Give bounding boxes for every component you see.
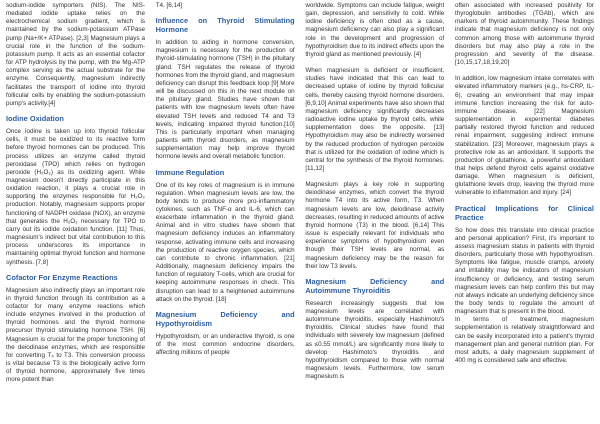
- body-paragraph: So how does this translate into clinical practice and personal application? First, it's important to assess magnesium status in patients with thyroid disorders, particularly those with hypothyroidism. Symptoms like fatigue, muscle cramps, anxiety and irritability may be indicators of magnesium insufficiency or deficiency, and testing serum magnesium levels can help confirm this but may not always indicate an underlying deficiency since the body tends to regulate the amount of magnesium that is present in the blood.: [454, 226, 594, 316]
- column-3: [305, 2, 444, 424]
- section-heading: Practical Implications for Clinical Practice: [454, 203, 594, 222]
- body-paragraph: Magnesium also indirectly plays an important role in thyroid function through its contribution as a cofactor for many enzyme reactions which include enzymes involved in the production of thyroid hormones and the thyroid hormone precursor thyroid stimulating hormone TSH. [6] Magnesium is crucial for the proper functioning of the deiodinase enzymes, which are responsible for converting T₄ to T3. This conversion process is vital because T3 is the biologically active form of thyroid hormone, approximately five times more potent than: [6, 286, 145, 384]
- body-paragraph: In terms of treatment, magnesium supplementation is relatively straightforward and can be easily incorporated into a patient's thyroid management plan and general nutrition plan. For most adults, a daily magnesium supplement of 400 mg is considered safe and effective.: [454, 316, 594, 365]
- section-heading: Iodine Oxidation: [6, 114, 64, 124]
- body-paragraph: sodium-iodide symporters (NIS). The NIS-mediated iodide uptake relies on the electrochemical sodium gradient, which is maintained by the sodium-potassium ATPase pump (Na+/K+ ATPase). [2,3] Magnesium plays a crucial role in the function of the sodium-potassium pump. It acts as an essential cofactor for ATP hydrolysis by the pump, with the Mg-ATP complex serving as the actual substrate for the enzyme. Consequently, magnesium indirectly facilitates the transport of iodine into thyroid follicular cells by enabling the sodium-potassium pump's activity.[4]: [6, 2, 145, 107]
- body-paragraph: often associated with increased positivity for thyroglobulin antibodies (TGAb), which are markers of thyroid autoimmunity. These findings indicate that magnesium deficiency is not only common among those with autoimmune thyroid disorders but may also play a role in the progression and severity of the disease. [10,15,17,18,19,20]: [454, 2, 594, 67]
- column-2: [156, 2, 295, 424]
- section-heading: Magnesium Deficiency and Autoimmune Thyroiditis: [305, 276, 445, 295]
- section-heading: Influence on Thyroid Stimulating Hormone: [155, 16, 295, 35]
- body-paragraph: One of its key roles of magnesium is in immune regulation. When magnesium levels are low, the body tends to produce more pro-inflammatory cytokines, such as TNF-α and IL-6, which can exacerbate inflammation in the thyroid gland. Animal and in vitro studies have shown that magnesium deficiency induces an inflammatory response, activating immune cells and increasing the production of reactive oxygen species, which can contribute to chronic inflammation. [21] Additionally, magnesium deficiency impairs the function of regulatory T-cells, which are crucial for keeping autoimmune responses in check. This disruption can lead to a heightened autoimmune attack on the thyroid. [18]: [155, 181, 295, 303]
- body-paragraph: Research increasingly suggests that low magnesium levels are correlated with autoimmune thyroiditis, especially Hashimoto's thyroiditis. Clinical studies have found that individuals with severely low magnesium (defined as ≤0.55 mmol/L) are significantly more likely to develop Hashimoto's thyroiditis and hypothyroidism compared to those with normal magnesium levels. Furthermore, low serum magnesium is: [305, 299, 445, 381]
- section-heading: Magnesium Deficiency and Hypothyroidism: [155, 309, 295, 328]
- column-1: [6, 2, 145, 424]
- section-heading: Immune Regulation: [155, 167, 225, 177]
- body-paragraph: In addition to aiding in hormone conversion, magnesium is necessary for the production of thyroid-stimulating hormone (TSH) in the pituitary gland. TSH regulates the release of thyroid hormones from the thyroid gland, and magnesium deficiency can disrupt this feedback loop [9] More will be discussed on this in the next module on the pituitary gland. Studies have shown that patients with low magnesium levels often have elevated TSH levels and reduced T4 and T3 levels, indicating impaired thyroid function.[10] This is particularly important when managing patients with thyroid disorders, as magnesium supplementation may help improve thyroid hormone levels and overall metabolic function.: [155, 39, 295, 161]
- paragraph-gap: [305, 59, 444, 67]
- body-paragraph: Hypothyroidism, or an underactive thyroid, is one of the most common endocrine disorders, affecting millions of people: [155, 332, 295, 357]
- body-paragraph: T4. [6,14]: [155, 2, 183, 9]
- paragraph-gap: [305, 173, 444, 181]
- body-paragraph: worldwide. Symptoms can include fatigue, weight gain, depression, and sensitivity to cold. While iodine deficiency is often cited as a cause, magnesium deficiency can also play a significant role in the development and progression of hypothyroidism due to its indirect effects upon the thyroid gland as mentioned previously. [4]: [305, 2, 445, 58]
- body-paragraph: Magnesium plays a key role in supporting deiodinase enzymes, which convert the thyroid hormone T4 into its active form, T3. When magnesium levels are low, deiodinase activity decreases, resulting in reduced amounts of active thyroid hormone (T3) in the blood. [6,14] This issue is especially relevant for individuals who experience symptoms of hypothyroidism even though their TSH levels are normal, as magnesium deficiency may be the reason for their low T3 levels.: [305, 181, 445, 270]
- column-4: [455, 2, 594, 424]
- paragraph-gap: [455, 67, 594, 75]
- body-paragraph: Once iodine is taken up into thyroid follicular cells, it must be oxidized to its reactive form before thyroid hormones can be produced. This process utilizes an enzyme called thyroid peroxidase (TPO) which relies on hydrogen peroxide (H₂O₂) as its oxidizing agent. While magnesium doesn't directly participate in this oxidation reaction, it plays a crucial role in supporting the enzymes responsible for H₂O₂ production. Notably, magnesium supports proper functioning of NADPH oxidase (NOX), an enzyme that generates the H₂O₂ necessary for TPO to carry out its iodide oxidation function. [11] Thus, magnesium's indirect but vital contribution to this process underscores its importance in maintaining optimal thyroid function and hormone synthesis. [7,8]: [6, 128, 145, 266]
- body-paragraph: When magnesium is deficient or insufficient, studies have indicated that this can lead to decreased uptake of iodine by thyroid follicular cells, thereby causing thyroid hormone disorders. [6,9,10] Animal experiments have also shown that magnesium deficiency significantly decreases radioactive iodine uptake by thyroid cells, while supplementation does the opposite. [13] Hypothyroidism may also be indirectly worsened by the reduced production of hydrogen peroxide that is utilized for the oxidation of iodine which is central for the synthesis of the thyroid hormones. [11,12]: [305, 67, 445, 172]
- section-heading: Cofactor For Enzyme Reactions: [6, 272, 118, 282]
- body-paragraph: In addition, low magnesium intake correlates with elevated inflammatory markers (e.g., hs-CRP, IL-6), creating an environment that may impair immune function increasing the risk for auto-immune disease. [22] Magnesium supplementation in experimental diabetes partially restored thyroid function and reduced renal impairment, suggesting indirect immune stabilization. [23] Moreover, magnesium plays a protective role as an antioxidant. It supports the production of glutathione, a powerful antioxidant that helps defend thyroid cells against oxidative damage. When magnesium is deficient, glutathione levels drop, leaving the thyroid more vulnerable to inflammation and injury. [24]: [454, 75, 594, 197]
